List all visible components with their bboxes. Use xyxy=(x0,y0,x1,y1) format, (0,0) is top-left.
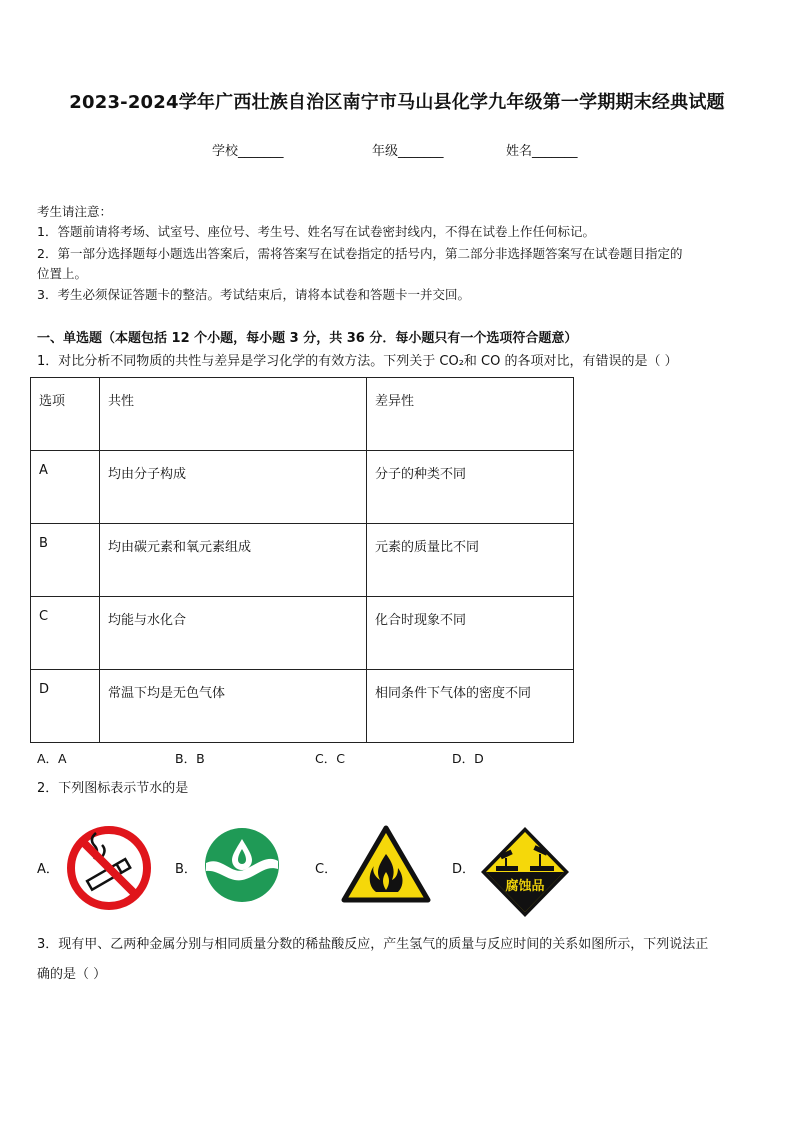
table-cell: A xyxy=(31,451,100,524)
table-cell: 元素的质量比不同 xyxy=(367,524,574,597)
q1-option-b: B．B xyxy=(175,751,205,766)
no-smoking-icon xyxy=(64,823,154,913)
q1-stem: 1．对比分析不同物质的共性与差异是学习化学的有效方法。下列关于 CO₂和 CO 的各项对比，有错误的是（ ） xyxy=(37,354,678,369)
table-row xyxy=(31,451,574,524)
table-row xyxy=(31,524,574,597)
q2-option-c: C． xyxy=(315,862,338,877)
q2-stem: 2．下列图标表示节水的是 xyxy=(37,781,189,796)
table-cell: C xyxy=(31,597,100,670)
table-cell: 均由分子构成 xyxy=(100,451,367,524)
notice-item-3: 3．考生必须保证答题卡的整洁。考试结束后，请将本试卷和答题卡一并交回。 xyxy=(37,287,470,302)
comparison-table xyxy=(30,377,574,743)
corrosive-icon xyxy=(478,824,572,920)
exam-title: 2023-2024学年广西壮族自治区南宁市马山县化学九年级第一学期期末经典试题 xyxy=(69,92,725,113)
q2-option-d: D． xyxy=(452,862,476,877)
table-row xyxy=(31,670,574,743)
table-cell: 常温下均是无色气体 xyxy=(100,670,367,743)
table-header-cell: 共性 xyxy=(100,378,367,451)
name-field: 姓名_______ xyxy=(506,144,578,159)
table-cell: 化合时现象不同 xyxy=(367,597,574,670)
table-cell: 均能与水化合 xyxy=(100,597,367,670)
water-saving-icon xyxy=(202,825,282,905)
school-field: 学校_______ xyxy=(212,144,284,159)
q1-option-a: A．A xyxy=(37,751,67,766)
notice-heading: 考生请注意： xyxy=(37,204,113,219)
q2-option-b: B． xyxy=(175,862,197,877)
flammable-icon xyxy=(340,824,432,904)
table-row xyxy=(31,597,574,670)
table-header-cell: 差异性 xyxy=(367,378,574,451)
q1-option-d: D．D xyxy=(452,751,484,766)
notice-item-2: 2．第一部分选择题每小题选出答案后，需将答案写在试卷指定的括号内，第二部分非选择题答案写在试卷题目指定的 xyxy=(37,246,683,261)
table-cell: 分子的种类不同 xyxy=(367,451,574,524)
q3-stem-line1: 3．现有甲、乙两种金属分别与相同质量分数的稀盐酸反应，产生氢气的质量与反应时间的关系如图所示，下列说法正 xyxy=(37,937,709,952)
grade-field: 年级_______ xyxy=(372,144,444,159)
table-cell: 均由碳元素和氧元素组成 xyxy=(100,524,367,597)
table-header-row xyxy=(31,378,574,451)
notice-item-1: 1．答题前请将考场、试室号、座位号、考生号、姓名写在试卷密封线内，不得在试卷上作任何标记。 xyxy=(37,224,595,239)
notice-item-2-cont: 位置上。 xyxy=(37,266,88,281)
q1-option-c: C．C xyxy=(315,751,345,766)
table-cell: B xyxy=(31,524,100,597)
q2-option-a: A． xyxy=(37,862,59,877)
q3-stem-line2: 确的是（ ） xyxy=(37,967,107,982)
section-heading: 一、单选题（本题包括 12 个小题，每小题 3 分，共 36 分．每小题只有一个选项符合题意） xyxy=(37,331,578,346)
table-header-cell: 选项 xyxy=(31,378,100,451)
corrosive-label: 腐蚀品 xyxy=(505,879,545,894)
table-cell: 相同条件下气体的密度不同 xyxy=(367,670,574,743)
table-cell: D xyxy=(31,670,100,743)
